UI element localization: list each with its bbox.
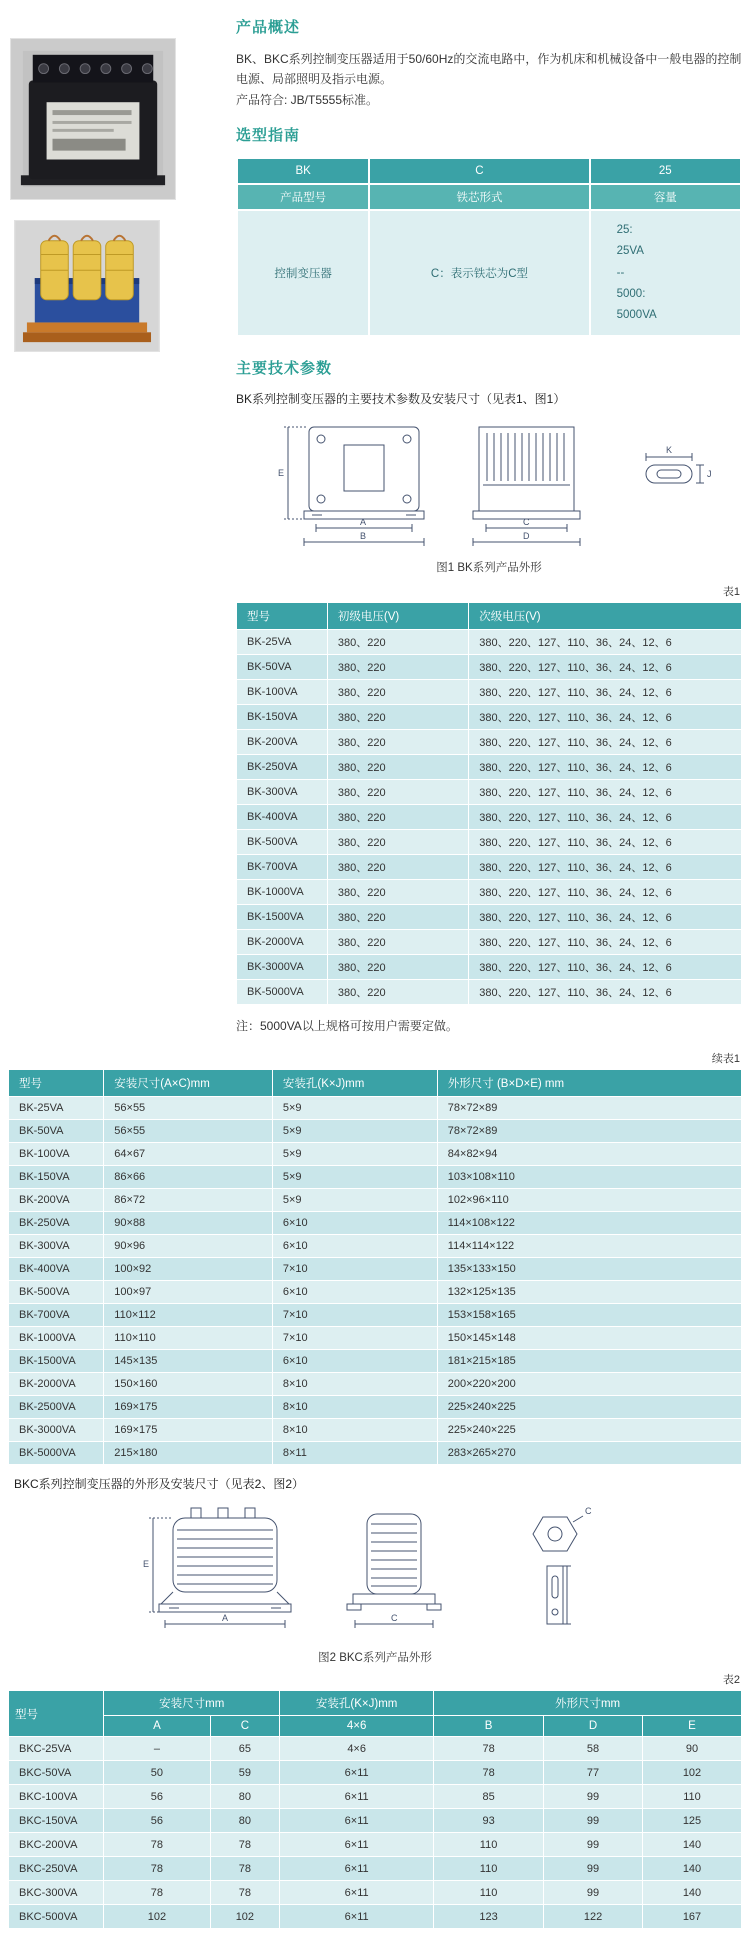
table-row xyxy=(237,630,742,655)
voltage-table-body xyxy=(237,630,742,1005)
table-cell: 110×110 xyxy=(104,1327,273,1350)
selection-body-row xyxy=(237,210,741,336)
fig1-dim-k: K xyxy=(666,445,673,456)
table-cell: 100×92 xyxy=(104,1258,273,1281)
selection-header-bk: BK xyxy=(237,158,369,184)
table-cell: BK-300VA xyxy=(9,1235,104,1258)
table-cell: 8×11 xyxy=(272,1442,437,1465)
table-cell: 380、220、127、110、36、24、12、6 xyxy=(469,630,742,655)
table-cell: 8×10 xyxy=(272,1373,437,1396)
table-cell: – xyxy=(104,1737,210,1761)
table-cell: BKC-150VA xyxy=(9,1809,104,1833)
table-cell: 132×125×135 xyxy=(437,1281,741,1304)
selection-core-cell: C：表示铁芯为C型 xyxy=(369,210,589,336)
table-row xyxy=(9,1120,742,1143)
table-cell: 380、220 xyxy=(327,780,468,805)
table-cell: BKC-25VA xyxy=(9,1737,104,1761)
selection-header-row xyxy=(237,158,741,184)
overview-body xyxy=(236,49,742,110)
table-cell: BKC-250VA xyxy=(9,1857,104,1881)
table-row xyxy=(237,905,742,930)
table-cell: 6×11 xyxy=(280,1857,434,1881)
capacity-line: 5000VA xyxy=(616,309,657,322)
table-cell: 85 xyxy=(434,1785,544,1809)
table-cell: 110×112 xyxy=(104,1304,273,1327)
table-row xyxy=(9,1396,742,1419)
bkc-intro-text: BKC系列控制变压器的外形及安装尺寸（见表2、图2） xyxy=(14,1477,305,1492)
table-cell: 140 xyxy=(643,1881,742,1905)
table-cell: 6×11 xyxy=(280,1833,434,1857)
figure1-drawing xyxy=(254,415,724,550)
table-cell: 78 xyxy=(210,1881,280,1905)
table-cell: 145×135 xyxy=(104,1350,273,1373)
column-header-mounting-hole: 安装孔(K×J)mm xyxy=(280,1691,434,1716)
figure2-caption: 图2 BKC系列产品外形 xyxy=(318,1652,432,1665)
table-cell: 380、220、127、110、36、24、12、6 xyxy=(469,680,742,705)
table-cell: 380、220、127、110、36、24、12、6 xyxy=(469,780,742,805)
table-cell: 380、220 xyxy=(327,930,468,955)
table-cell: 6×11 xyxy=(280,1761,434,1785)
table-cell: 7×10 xyxy=(272,1327,437,1350)
table-cell: 114×114×122 xyxy=(437,1235,741,1258)
table-cell: 283×265×270 xyxy=(437,1442,741,1465)
fig1-dim-c: C xyxy=(523,517,530,528)
column-header-mounting-size: 安装尺寸mm xyxy=(104,1691,280,1716)
table-cell: 103×108×110 xyxy=(437,1166,741,1189)
fig2-dim-a: A xyxy=(222,1613,229,1624)
selection-guide-table xyxy=(236,157,742,337)
column-header-model: 型号 xyxy=(9,1691,104,1737)
table-cell: 56×55 xyxy=(104,1120,273,1143)
table-row xyxy=(237,780,742,805)
table-cell: 6×11 xyxy=(280,1809,434,1833)
subcolumn-d: D xyxy=(544,1716,643,1737)
column-header-model: 型号 xyxy=(9,1070,104,1097)
table-cell: 78 xyxy=(104,1833,210,1857)
table-cell: 4×6 xyxy=(280,1737,434,1761)
table-cell: 380、220、127、110、36、24、12、6 xyxy=(469,730,742,755)
table-row xyxy=(9,1235,742,1258)
capacity-line: -- xyxy=(616,266,625,279)
table-cell: 110 xyxy=(434,1881,544,1905)
table-cell: 380、220、127、110、36、24、12、6 xyxy=(469,880,742,905)
table-row xyxy=(9,1281,742,1304)
table-cell: BKC-500VA xyxy=(9,1905,104,1929)
column-header-secondary-voltage: 次级电压(V) xyxy=(469,603,742,630)
subcolumn-a: A xyxy=(104,1716,210,1737)
table-cell: 380、220、127、110、36、24、12、6 xyxy=(469,705,742,730)
table-cell: 380、220、127、110、36、24、12、6 xyxy=(469,805,742,830)
subcolumn-b: B xyxy=(434,1716,544,1737)
table-cell: 58 xyxy=(544,1737,643,1761)
subcolumn-hole: 4×6 xyxy=(280,1716,434,1737)
table-cell: 5×9 xyxy=(272,1189,437,1212)
table-cell: 102 xyxy=(643,1761,742,1785)
table-cell: 5×9 xyxy=(272,1097,437,1120)
selection-header-c: C xyxy=(369,158,589,184)
tech-params-title: 主要技术参数 xyxy=(236,360,333,378)
table-cell: 150×145×148 xyxy=(437,1327,741,1350)
table-cell: 215×180 xyxy=(104,1442,273,1465)
table-row xyxy=(9,1373,742,1396)
table-cell: BK-3000VA xyxy=(9,1419,104,1442)
table-cell: 167 xyxy=(643,1905,742,1929)
table-cell: 380、220 xyxy=(327,680,468,705)
capacity-line: 25: xyxy=(616,224,633,236)
table-cell: 102 xyxy=(210,1905,280,1929)
table-cell: 77 xyxy=(544,1761,643,1785)
table-cell: 64×67 xyxy=(104,1143,273,1166)
table-cell: 56×55 xyxy=(104,1097,273,1120)
figure1-container xyxy=(236,415,742,575)
table-cell: 78 xyxy=(434,1761,544,1785)
table-cell: 380、220、127、110、36、24、12、6 xyxy=(469,830,742,855)
dimensions-table-body xyxy=(9,1097,742,1465)
table-header-row xyxy=(9,1691,742,1716)
table-row xyxy=(237,805,742,830)
table-cell: 50 xyxy=(104,1761,210,1785)
figure1-caption: 图1 BK系列产品外形 xyxy=(436,562,542,575)
selection-subheader-capacity: 容量 xyxy=(590,184,741,210)
table-cell: 380、220 xyxy=(327,755,468,780)
table-cell: BK-1000VA xyxy=(237,880,328,905)
table-header-row xyxy=(9,1070,742,1097)
capacity-line: 25VA xyxy=(616,245,644,258)
table-cell: 380、220 xyxy=(327,655,468,680)
table-cell: 5×9 xyxy=(272,1143,437,1166)
overview-title: 产品概述 xyxy=(236,19,301,36)
table-cell: 380、220、127、110、36、24、12、6 xyxy=(469,955,742,980)
table-row xyxy=(9,1097,742,1120)
table-cell: 7×10 xyxy=(272,1304,437,1327)
table-cell: BKC-300VA xyxy=(9,1881,104,1905)
table-cell: BK-500VA xyxy=(237,830,328,855)
table-cell: 380、220 xyxy=(327,805,468,830)
table-cell: BK-150VA xyxy=(237,705,328,730)
table-cell: 200×220×200 xyxy=(437,1373,741,1396)
table-cell: 8×10 xyxy=(272,1419,437,1442)
top-section xyxy=(8,10,742,1034)
table-cell: 86×66 xyxy=(104,1166,273,1189)
table-cell: BK-2000VA xyxy=(9,1373,104,1396)
table-cell: 5×9 xyxy=(272,1120,437,1143)
table-cell: 78 xyxy=(434,1737,544,1761)
table-cell: 78 xyxy=(210,1833,280,1857)
table-cell: BK-1500VA xyxy=(237,905,328,930)
table-cell: 380、220、127、110、36、24、12、6 xyxy=(469,655,742,680)
table-cell: 169×175 xyxy=(104,1419,273,1442)
selection-model-cell: 控制变压器 xyxy=(237,210,369,336)
table-row xyxy=(237,655,742,680)
table-cell: 99 xyxy=(544,1881,643,1905)
table-cell: 110 xyxy=(434,1833,544,1857)
table-cell: 380、220 xyxy=(327,955,468,980)
table-row xyxy=(237,680,742,705)
table-cell: 80 xyxy=(210,1809,280,1833)
table-row xyxy=(9,1809,742,1833)
table-cell: 110 xyxy=(434,1857,544,1881)
table-cell: 114×108×122 xyxy=(437,1212,741,1235)
table-cell: BK-100VA xyxy=(237,680,328,705)
table-row xyxy=(237,705,742,730)
table-row xyxy=(9,1189,742,1212)
table-cell: BK-250VA xyxy=(9,1212,104,1235)
table-cell: 99 xyxy=(544,1833,643,1857)
fig2-dim-e: E xyxy=(143,1559,150,1570)
table-cell: BK-200VA xyxy=(237,730,328,755)
table-cell: 8×10 xyxy=(272,1396,437,1419)
table-cell: 153×158×165 xyxy=(437,1304,741,1327)
table-cell: 100×97 xyxy=(104,1281,273,1304)
table-cell: 380、220、127、110、36、24、12、6 xyxy=(469,930,742,955)
table-subheader-row xyxy=(9,1716,742,1737)
table-row xyxy=(9,1737,742,1761)
table-cell: 380、220 xyxy=(327,830,468,855)
fig2-dim-c-top: C xyxy=(585,1506,592,1517)
voltage-table xyxy=(236,602,742,1005)
table-cell: 380、220 xyxy=(327,705,468,730)
table-row xyxy=(9,1350,742,1373)
table-row xyxy=(9,1304,742,1327)
content-column xyxy=(236,10,742,1034)
table-row xyxy=(9,1212,742,1235)
table-cell: 65 xyxy=(210,1737,280,1761)
table-cell: 380、220、127、110、36、24、12、6 xyxy=(469,855,742,880)
table-cell: 135×133×150 xyxy=(437,1258,741,1281)
table-row xyxy=(9,1143,742,1166)
bkc-table-body xyxy=(9,1737,742,1929)
table-cell: BK-300VA xyxy=(237,780,328,805)
table-cell: 380、220 xyxy=(327,980,468,1005)
overview-line2: 产品符合: JB/T5555标准。 xyxy=(236,92,379,107)
fig1-dim-b: B xyxy=(360,531,367,542)
table-cell: 93 xyxy=(434,1809,544,1833)
table-row xyxy=(9,1905,742,1929)
table-cell: 380、220 xyxy=(327,905,468,930)
table-row xyxy=(237,730,742,755)
table-cell: BK-400VA xyxy=(9,1258,104,1281)
table-row xyxy=(237,855,742,880)
table-cell: BK-25VA xyxy=(9,1097,104,1120)
selection-capacity-cell xyxy=(590,210,741,336)
table-row xyxy=(9,1857,742,1881)
selection-title: 选型指南 xyxy=(236,127,301,145)
table1-continued-label: 续表1 xyxy=(711,1053,740,1066)
dimensions-table xyxy=(8,1069,742,1465)
table-cell: 86×72 xyxy=(104,1189,273,1212)
table2-label: 表2 xyxy=(722,1674,740,1687)
table-cell: 99 xyxy=(544,1857,643,1881)
fig1-dim-e: E xyxy=(278,468,285,479)
table-row xyxy=(9,1833,742,1857)
table-cell: 225×240×225 xyxy=(437,1419,741,1442)
table-cell: BK-5000VA xyxy=(237,980,328,1005)
table-cell: 225×240×225 xyxy=(437,1396,741,1419)
table-cell: BK-700VA xyxy=(9,1304,104,1327)
bkc-dimensions-table xyxy=(8,1690,742,1929)
table-row xyxy=(9,1419,742,1442)
table-cell: 169×175 xyxy=(104,1396,273,1419)
table-cell: 56 xyxy=(104,1809,210,1833)
table-row xyxy=(237,930,742,955)
table-row xyxy=(9,1785,742,1809)
table-cell: 78 xyxy=(210,1857,280,1881)
table-row xyxy=(237,755,742,780)
selection-header-25: 25 xyxy=(590,158,741,184)
overview-line1: BK、BKC系列控制变压器适用于50/60Hz的交流电路中，作为机床和机械设备中一般电器的控制电源、局部照明及指示电源。 xyxy=(236,52,742,87)
table-cell: 380、220 xyxy=(327,880,468,905)
table-cell: 6×10 xyxy=(272,1235,437,1258)
table-cell: 181×215×185 xyxy=(437,1350,741,1373)
product-photos-column xyxy=(8,10,236,1034)
table-cell: BK-3000VA xyxy=(237,955,328,980)
table-row xyxy=(9,1327,742,1350)
table-cell: BKC-100VA xyxy=(9,1785,104,1809)
table-row xyxy=(9,1761,742,1785)
table-cell: 80 xyxy=(210,1785,280,1809)
table-cell: 110 xyxy=(643,1785,742,1809)
fig1-dim-j: J xyxy=(707,469,712,480)
table-cell: BK-200VA xyxy=(9,1189,104,1212)
table-row xyxy=(9,1442,742,1465)
table-cell: 99 xyxy=(544,1785,643,1809)
bkc-product-photo xyxy=(14,220,160,352)
table-cell: BK-400VA xyxy=(237,805,328,830)
column-header-overall-size: 外形尺寸 (B×D×E) mm xyxy=(437,1070,741,1097)
selection-subheader-row xyxy=(237,184,741,210)
table-cell: 6×10 xyxy=(272,1281,437,1304)
table-cell: BK-1500VA xyxy=(9,1350,104,1373)
table-cell: BK-1000VA xyxy=(9,1327,104,1350)
subcolumn-e: E xyxy=(643,1716,742,1737)
table-row xyxy=(9,1258,742,1281)
bk-product-photo xyxy=(10,38,176,200)
table-cell: BK-50VA xyxy=(237,655,328,680)
fig1-dim-a: A xyxy=(360,517,367,528)
table-cell: 56 xyxy=(104,1785,210,1809)
table-cell: 102×96×110 xyxy=(437,1189,741,1212)
fig2-dim-c: C xyxy=(391,1613,398,1624)
table-cell: 90×88 xyxy=(104,1212,273,1235)
table-cell: 380、220 xyxy=(327,855,468,880)
bk-intro-text: BK系列控制变压器的主要技术参数及安装尺寸（见表1、图1） xyxy=(236,392,566,407)
table-cell: 380、220、127、110、36、24、12、6 xyxy=(469,980,742,1005)
table-cell: BK-100VA xyxy=(9,1143,104,1166)
table-cell: 102 xyxy=(104,1905,210,1929)
column-header-mounting-size: 安装尺寸(A×C)mm xyxy=(104,1070,273,1097)
table-cell: 125 xyxy=(643,1809,742,1833)
table-cell: 90 xyxy=(643,1737,742,1761)
table-cell: 6×11 xyxy=(280,1785,434,1809)
table-cell: 380、220 xyxy=(327,730,468,755)
table-cell: BK-2500VA xyxy=(9,1396,104,1419)
selection-subheader-model: 产品型号 xyxy=(237,184,369,210)
table-cell: 84×82×94 xyxy=(437,1143,741,1166)
subcolumn-c: C xyxy=(210,1716,280,1737)
table-cell: 78 xyxy=(104,1857,210,1881)
custom-order-note: 注：5000VA以上规格可按用户需要定做。 xyxy=(236,1019,458,1034)
table-cell: 122 xyxy=(544,1905,643,1929)
capacity-line: 5000: xyxy=(616,287,646,300)
dimensions-table-head xyxy=(9,1070,742,1097)
table-cell: 380、220 xyxy=(327,630,468,655)
table-row xyxy=(237,830,742,855)
table-row xyxy=(237,955,742,980)
table-cell: 5×9 xyxy=(272,1166,437,1189)
table-cell: BKC-200VA xyxy=(9,1833,104,1857)
table-row xyxy=(237,980,742,1005)
bkc-table-head xyxy=(9,1691,742,1737)
table-cell: 6×11 xyxy=(280,1905,434,1929)
table-cell: 78×72×89 xyxy=(437,1097,741,1120)
figure2-drawing xyxy=(115,1500,635,1640)
table-cell: 78 xyxy=(104,1881,210,1905)
table-cell: BK-500VA xyxy=(9,1281,104,1304)
table-cell: BK-5000VA xyxy=(9,1442,104,1465)
table-cell: 6×10 xyxy=(272,1212,437,1235)
table-row xyxy=(9,1881,742,1905)
table-cell: 380、220、127、110、36、24、12、6 xyxy=(469,905,742,930)
table-cell: BK-50VA xyxy=(9,1120,104,1143)
column-header-mounting-hole: 安装孔(K×J)mm xyxy=(272,1070,437,1097)
table-cell: 380、220、127、110、36、24、12、6 xyxy=(469,755,742,780)
table-cell: BKC-50VA xyxy=(9,1761,104,1785)
figure2-container xyxy=(8,1500,742,1665)
voltage-table-head xyxy=(237,603,742,630)
table1-label: 表1 xyxy=(722,586,740,599)
table-cell: 123 xyxy=(434,1905,544,1929)
table-cell: 90×96 xyxy=(104,1235,273,1258)
selection-subheader-core: 铁芯形式 xyxy=(369,184,589,210)
table-header-row xyxy=(237,603,742,630)
table-cell: 6×10 xyxy=(272,1350,437,1373)
table-cell: 140 xyxy=(643,1833,742,1857)
table-cell: BK-250VA xyxy=(237,755,328,780)
table-cell: 59 xyxy=(210,1761,280,1785)
table-cell: 7×10 xyxy=(272,1258,437,1281)
table-cell: 99 xyxy=(544,1809,643,1833)
fig1-dim-d: D xyxy=(523,531,530,542)
table-row xyxy=(237,880,742,905)
table-cell: 6×11 xyxy=(280,1881,434,1905)
table-cell: 150×160 xyxy=(104,1373,273,1396)
column-header-primary-voltage: 初级电压(V) xyxy=(327,603,468,630)
table-cell: 140 xyxy=(643,1857,742,1881)
table-cell: 78×72×89 xyxy=(437,1120,741,1143)
table-cell: BK-2000VA xyxy=(237,930,328,955)
column-header-overall-size: 外形尺寸mm xyxy=(434,1691,742,1716)
table-cell: BK-700VA xyxy=(237,855,328,880)
column-header-model: 型号 xyxy=(237,603,328,630)
table-cell: BK-150VA xyxy=(9,1166,104,1189)
table-cell: BK-25VA xyxy=(237,630,328,655)
table-row xyxy=(9,1166,742,1189)
